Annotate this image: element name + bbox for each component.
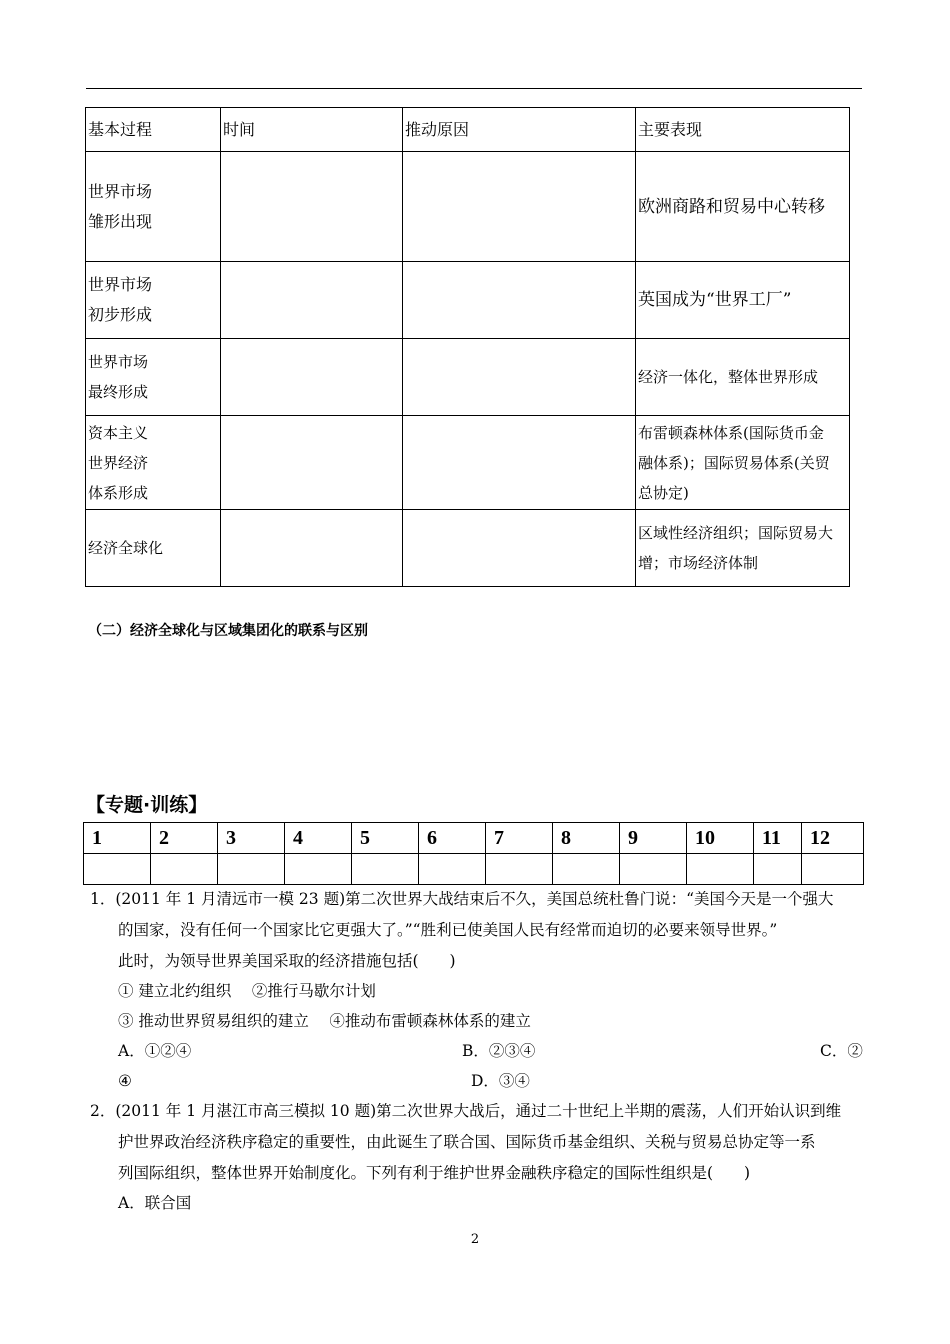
question-number: 3 [218, 823, 285, 854]
question-item: ① 建立北约组织 ②推行马歇尔计划 [118, 982, 376, 1000]
header-cell: 基本过程 [86, 108, 221, 152]
question-item: ③ 推动世界贸易组织的建立 ④推动布雷顿森林体系的建立 [118, 1012, 531, 1030]
question-number: 10 [687, 823, 754, 854]
answer-cell [802, 854, 864, 885]
question-number: 2 [151, 823, 218, 854]
time-cell [221, 416, 403, 510]
time-cell [221, 262, 403, 339]
question-text: 此时，为领导世界美国采取的经济措施包括( ) [118, 952, 456, 970]
expression-cell: 经济一体化，整体世界形成 [636, 339, 850, 416]
time-cell [221, 510, 403, 587]
world-market-table [85, 107, 850, 587]
answer-cell [285, 854, 352, 885]
answer-cell [754, 854, 802, 885]
cause-cell [403, 416, 636, 510]
answer-cell [486, 854, 553, 885]
table-row [86, 262, 850, 339]
option-a: A．①②④ [118, 1042, 192, 1060]
question-number: 5 [352, 823, 419, 854]
question-number: 6 [419, 823, 486, 854]
answer-cell [620, 854, 687, 885]
process-cell: 世界市场 雏形出现 [86, 152, 221, 262]
expression-cell: 欧洲商路和贸易中心转移 [636, 152, 850, 262]
answer-cell [687, 854, 754, 885]
expression-cell: 布雷顿森林体系(国际货币金 融体系)；国际贸易体系(关贸 总协定) [636, 416, 850, 510]
option-b: B．②③④ [462, 1042, 536, 1060]
cause-cell [403, 510, 636, 587]
answer-blank-row [84, 854, 864, 885]
process-cell: 经济全球化 [86, 510, 221, 587]
table-row [86, 339, 850, 416]
option-c-continued: ④ [118, 1072, 132, 1090]
answer-cell [84, 854, 151, 885]
question-text: 列国际组织，整体世界开始制度化。下列有利于维护世界金融秩序稳定的国际性组织是( ) [118, 1164, 751, 1182]
table-header-row [86, 108, 850, 152]
header-rule [86, 88, 862, 89]
question-text: 的国家，没有任何一个国家比它更强大了。”“胜利已使美国人民有经常而迫切的必要来领导世界。” [118, 921, 778, 939]
expression-cell: 英国成为“世界工厂” [636, 262, 850, 339]
section-title: （二）经济全球化与区域集团化的联系与区别 [88, 623, 368, 639]
option-d: D．③④ [471, 1072, 530, 1090]
question-text: 护世界政治经济秩序稳定的重要性，由此诞生了联合国、国际货币基金组织、关税与贸易总协定等一系 [118, 1133, 816, 1151]
table-row [86, 510, 850, 587]
question-text: 1．(2011 年 1 月清远市一模 23 题)第二次世界大战结束后不久，美国总统杜鲁门说：“美国今天是一个强大 [90, 890, 834, 908]
process-cell: 资本主义 世界经济 体系形成 [86, 416, 221, 510]
question-text: 2．(2011 年 1 月湛江市高三模拟 10 题)第二次世界大战后，通过二十世纪上半期的震荡，人们开始认识到维 [90, 1102, 842, 1120]
answer-cell [151, 854, 218, 885]
question-number: 7 [486, 823, 553, 854]
answer-cell [218, 854, 285, 885]
process-cell: 世界市场 最终形成 [86, 339, 221, 416]
question-number: 8 [553, 823, 620, 854]
time-cell [221, 339, 403, 416]
header-cell: 主要表现 [636, 108, 850, 152]
expression-cell: 区域性经济组织；国际贸易大 增；市场经济体制 [636, 510, 850, 587]
answer-cell [419, 854, 486, 885]
cause-cell [403, 152, 636, 262]
answer-cell [352, 854, 419, 885]
question-number: 12 [802, 823, 864, 854]
training-title: 【专题·训练】 [86, 794, 208, 816]
header-cell: 时间 [221, 108, 403, 152]
time-cell [221, 152, 403, 262]
table-row [86, 152, 850, 262]
option-c: C．② [820, 1042, 863, 1060]
process-cell: 世界市场 初步形成 [86, 262, 221, 339]
cause-cell [403, 339, 636, 416]
option-a: A．联合国 [118, 1194, 192, 1212]
question-number: 4 [285, 823, 352, 854]
header-cell: 推动原因 [403, 108, 636, 152]
answer-number-row [84, 823, 864, 854]
table-row [86, 416, 850, 510]
answer-cell [553, 854, 620, 885]
page-number: 2 [470, 1232, 480, 1247]
cause-cell [403, 262, 636, 339]
question-number: 11 [754, 823, 802, 854]
question-number: 9 [620, 823, 687, 854]
answer-grid [83, 822, 864, 885]
question-number: 1 [84, 823, 151, 854]
